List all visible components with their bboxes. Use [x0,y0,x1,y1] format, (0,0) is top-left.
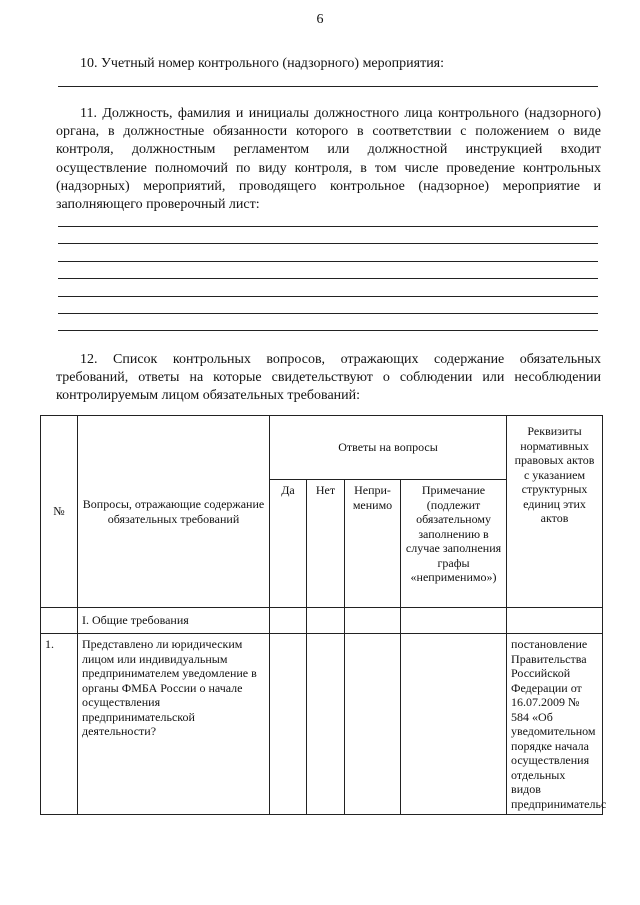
row-note-cell[interactable] [401,634,507,815]
fill-line [58,278,598,279]
section-title: I. Общие требования [78,608,270,634]
section-yes-cell [270,608,307,634]
section-number-cell [41,608,78,634]
row-na-cell[interactable] [345,634,401,815]
fill-line [58,296,598,297]
section-no-cell [307,608,345,634]
fill-line [58,86,598,87]
fill-line [58,243,598,244]
checklist-table [40,415,607,815]
header-requisites: Реквизиты нормативных правовых актов с указанием структурных единиц этих актов [507,416,603,608]
row-number: 1. [41,634,78,815]
row-requisites: постановление Правительства Российской Федерации от 16.07.2009 № 584 «Об уведомительном порядке начала осуществления отдельных видов предпринимательс [507,634,603,815]
item-12-checklist-intro: 12. Список контрольных вопросов, отражающих содержание обязательных требований, ответы на которые свидетельствуют о соблюдении или несоблюдении контролируемым лицом обязательных требований: [56,352,601,404]
fill-line [58,226,598,227]
header-not-applicable: Непри-менимо [345,480,401,608]
header-answers: Ответы на вопросы [270,416,507,480]
header-note: Примечание (подлежит обязательному заполнению в случае заполнения графы «неприменимо») [401,480,507,608]
fill-line [58,313,598,314]
row-yes-cell[interactable] [270,634,307,815]
fill-line [58,330,598,331]
table-row [41,634,603,815]
section-na-cell [345,608,401,634]
row-question: Представлено ли юридическим лицом или индивидуальным предпринимателем уведомление в органы ФМБА России о начале осуществления предпринимательской деятельности? [78,634,270,815]
section-requisites-cell [507,608,603,634]
page-number: 6 [316,12,324,27]
item-11-official-info: 11. Должность, фамилия и инициалы должностного лица контрольного (надзорного) органа, в должностные обязанности которого в соответствии с положением о виде контроля, должностным регламентом или должностной инструкцией входит осуществление полномочий по виду контроля, в том числе проведение контрольных (надзорных) мероприятий, проводящего контрольное (надзорное) мероприятие и заполняющего проверочный лист: [56,106,601,213]
header-yes: Да [270,480,307,608]
item-10-accounting-number: 10. Учетный номер контрольного (надзорного) мероприятия: [80,56,445,71]
header-number: № [41,416,78,608]
row-no-cell[interactable] [307,634,345,815]
fill-line [58,261,598,262]
section-note-cell [401,608,507,634]
header-questions: Вопросы, отражающие содержание обязательных требований [78,416,270,608]
header-no: Нет [307,480,345,608]
